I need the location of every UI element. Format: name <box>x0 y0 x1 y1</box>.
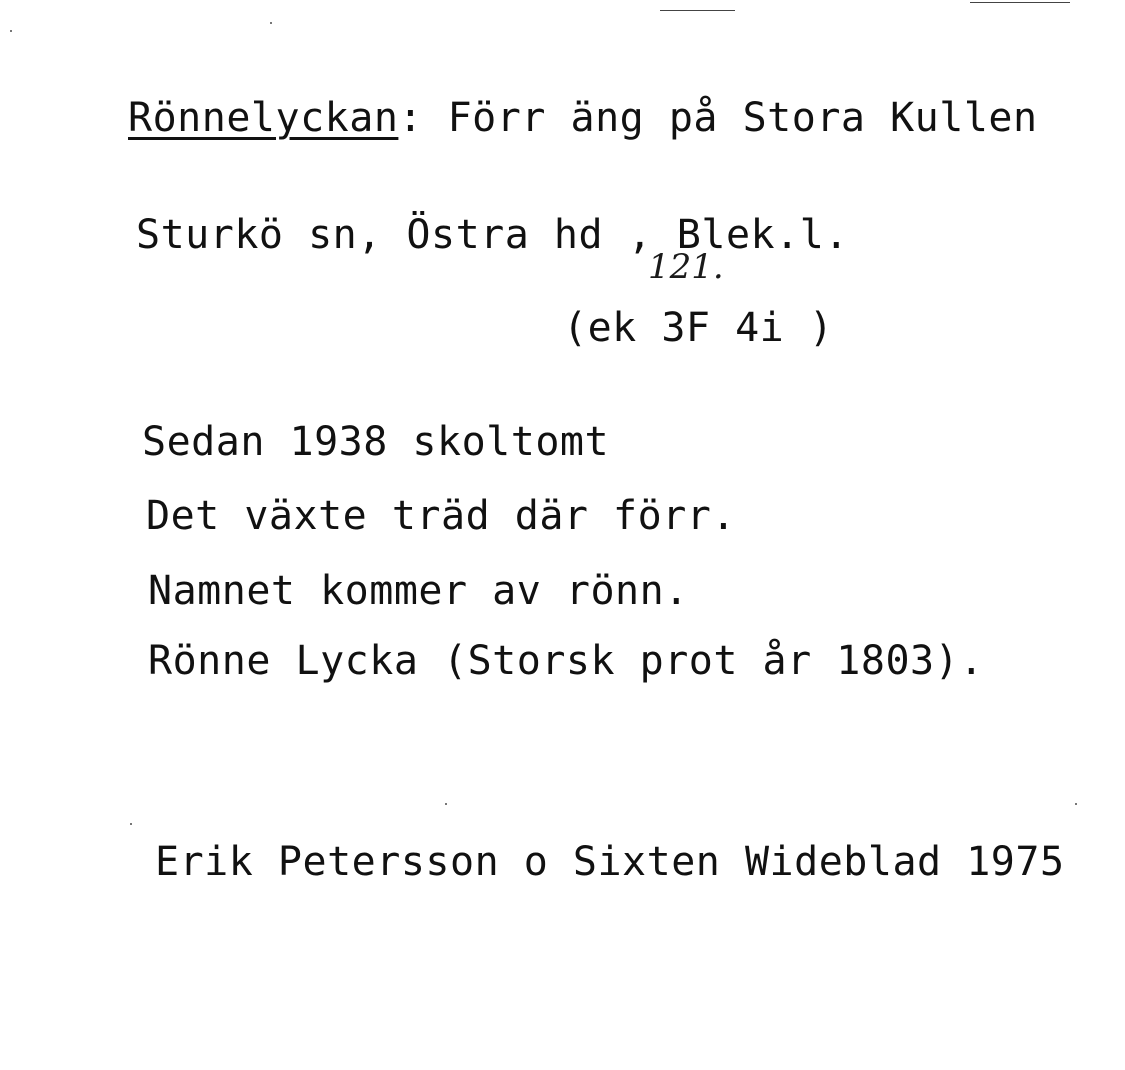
scan-artifact-dot <box>130 823 132 825</box>
note-line: Sedan 1938 skoltomt <box>142 419 610 465</box>
location-line: Sturkö sn, Östra hd , Blek.l. <box>136 212 849 258</box>
scan-artifact-line <box>660 10 735 11</box>
map-reference: (ek 3F 4i ) <box>563 305 834 351</box>
scan-artifact-dot <box>270 22 272 24</box>
informants-line: Erik Petersson o Sixten Wideblad 1975 <box>155 839 1065 885</box>
scan-artifact-dot <box>10 30 12 32</box>
note-line: Rönne Lycka (Storsk prot år 1803). <box>148 638 984 684</box>
note-line: Det växte träd där förr. <box>146 493 736 539</box>
note-line: Namnet kommer av rönn. <box>148 568 689 614</box>
headword-line <box>128 95 1038 141</box>
scan-artifact-line <box>970 2 1070 3</box>
headword: Rönnelyckan <box>128 95 399 141</box>
scan-artifact-dot <box>445 803 447 805</box>
headword-separator: : <box>398 95 423 141</box>
headword-definition: Förr äng på Stora Kullen <box>447 95 1038 141</box>
handwritten-number: 121. <box>648 247 724 287</box>
scan-artifact-dot <box>1075 803 1077 805</box>
